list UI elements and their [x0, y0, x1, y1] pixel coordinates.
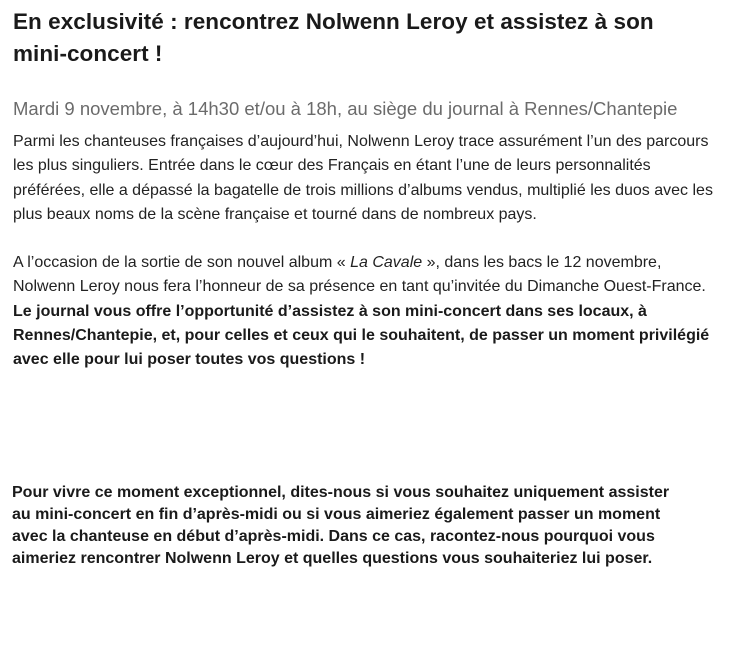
- offer-text: Le journal vous offre l’opportunité d’assistez à son mini-concert dans ses locaux, à Rennes/Chantepie, et, pour celles et ceux qui le souhaitent, de passer un moment privilégié avec elle pour lui poser toutes vos questions !: [13, 302, 710, 369]
- announcement-intro: A l’occasion de la sortie de son nouvel album «: [13, 254, 351, 272]
- article: [13, 6, 713, 373]
- article-subtitle: Mardi 9 novembre, à 14h30 et/ou à 18h, au siège du journal à Rennes/Chantepie: [13, 98, 678, 119]
- album-title: La Cavale: [350, 254, 423, 272]
- announcement-paragraph: [13, 251, 713, 372]
- announcement-details: », dans les bacs le 12 novembre, Nolwenn Leroy nous fera l’honneur de sa présence en tant qu’invitée du Dimanche Ouest-France.: [13, 254, 706, 296]
- intro-paragraph: Parmi les chanteuses françaises d’aujourd’hui, Nolwenn Leroy trace assurément l’un des parcours les plus singuliers. Entrée dans le cœur des Français en étant l’une de leurs personnalités préférées, elle a dépassé la bagatelle de trois millions d’albums vendus, multiplié les duos avec les plus beaux noms de la scène française et tourné dans de nombreux pays.: [13, 133, 713, 223]
- article-title: En exclusivité : rencontrez Nolwenn Leroy et assistez à son mini-concert !: [13, 9, 654, 66]
- call-to-action: Pour vivre ce moment exceptionnel, dites-nous si vous souhaitez uniquement assister au mini-concert en fin d’après-midi ou si vous aimeriez également passer un moment avec la chanteuse en début d’après-midi. Dans ce cas, racontez-nous pourquoi vous aimeriez rencontrer Nolwenn Leroy et quelles questions vous souhaiteriez lui poser.: [12, 484, 670, 567]
